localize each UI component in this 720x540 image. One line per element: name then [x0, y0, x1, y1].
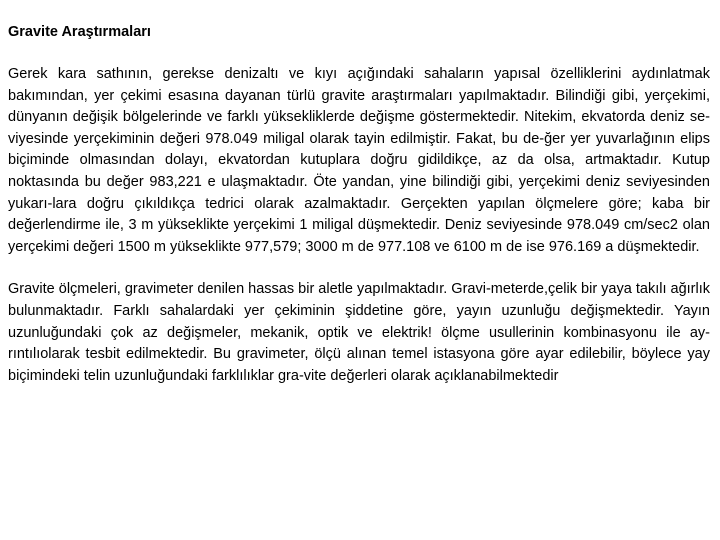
document-title: Gravite Araştırmaları — [8, 24, 151, 40]
paragraph-gravimeter: Gravite ölçmeleri, gravimeter denilen hassas bir aletle yapılmaktadır. Gravi-meterde,çelik bir yaya takılı ağırlık bulunmaktadır. Farklı sahalardaki yer çekiminin şiddetine göre, yayın uzunluğu değişmektedir. Yayın uzunluğundaki çok az değişmeler, mekanik, optik ve elektrik! ölçme usullerinin kombinasyonu ile ay-rıntılıolarak tesbit edilmektedir. Bu gravimeter, ölçü alınan temel istasyona göre ayar edilebilir, böylece yay biçimindeki telin uzunluğundaki farklılıklar gra-vite değerleri olarak açıklanabilmektedir — [8, 281, 710, 384]
paragraph-gravity-values: Gerek kara sathının, gerekse denizaltı ve kıyı açığındaki sahaların yapısal özelliklerini aydınlatmak bakımından, yer çekimi esasına dayanan türlü gravite araştırmaları yapılmaktadır. Bilindiği gibi, yerçekimi, dünyanın değişik bölgelerinde ve farklı yüksekliklerde değişme göstermektedir. Nitekim, ekvatorda deniz se-viyesinde yerçekiminin değeri 978.049 miligal olarak tayin edilmiştir. Fakat, bu de-ğer yer yuvarlağının elips biçiminde olmasından dolayı, ekvatordan kutuplara doğru gidildikçe, az da olsa, artmaktadır. Kutup noktasında bu değer 983,221 e ulaşmaktadır. Öte yandan, yine bilindiği gibi, yerçekimi deniz seviyesinden yukarı-lara doğru çıkıldıkça tedrici olarak azalmaktadır. Gerçekten yapılan ölçmelere göre; kaba bir değerlendirme ile, 3 m yükseklikte yerçekimi 1 miligal düşmektedir. Deniz seviyesinde 978.049 cm/sec2 olan yerçekimi değeri 1500 m yükseklikte 977,579; 3000 m de 977.108 ve 6100 m de ise 976.169 a düşmektedir. — [8, 66, 710, 255]
